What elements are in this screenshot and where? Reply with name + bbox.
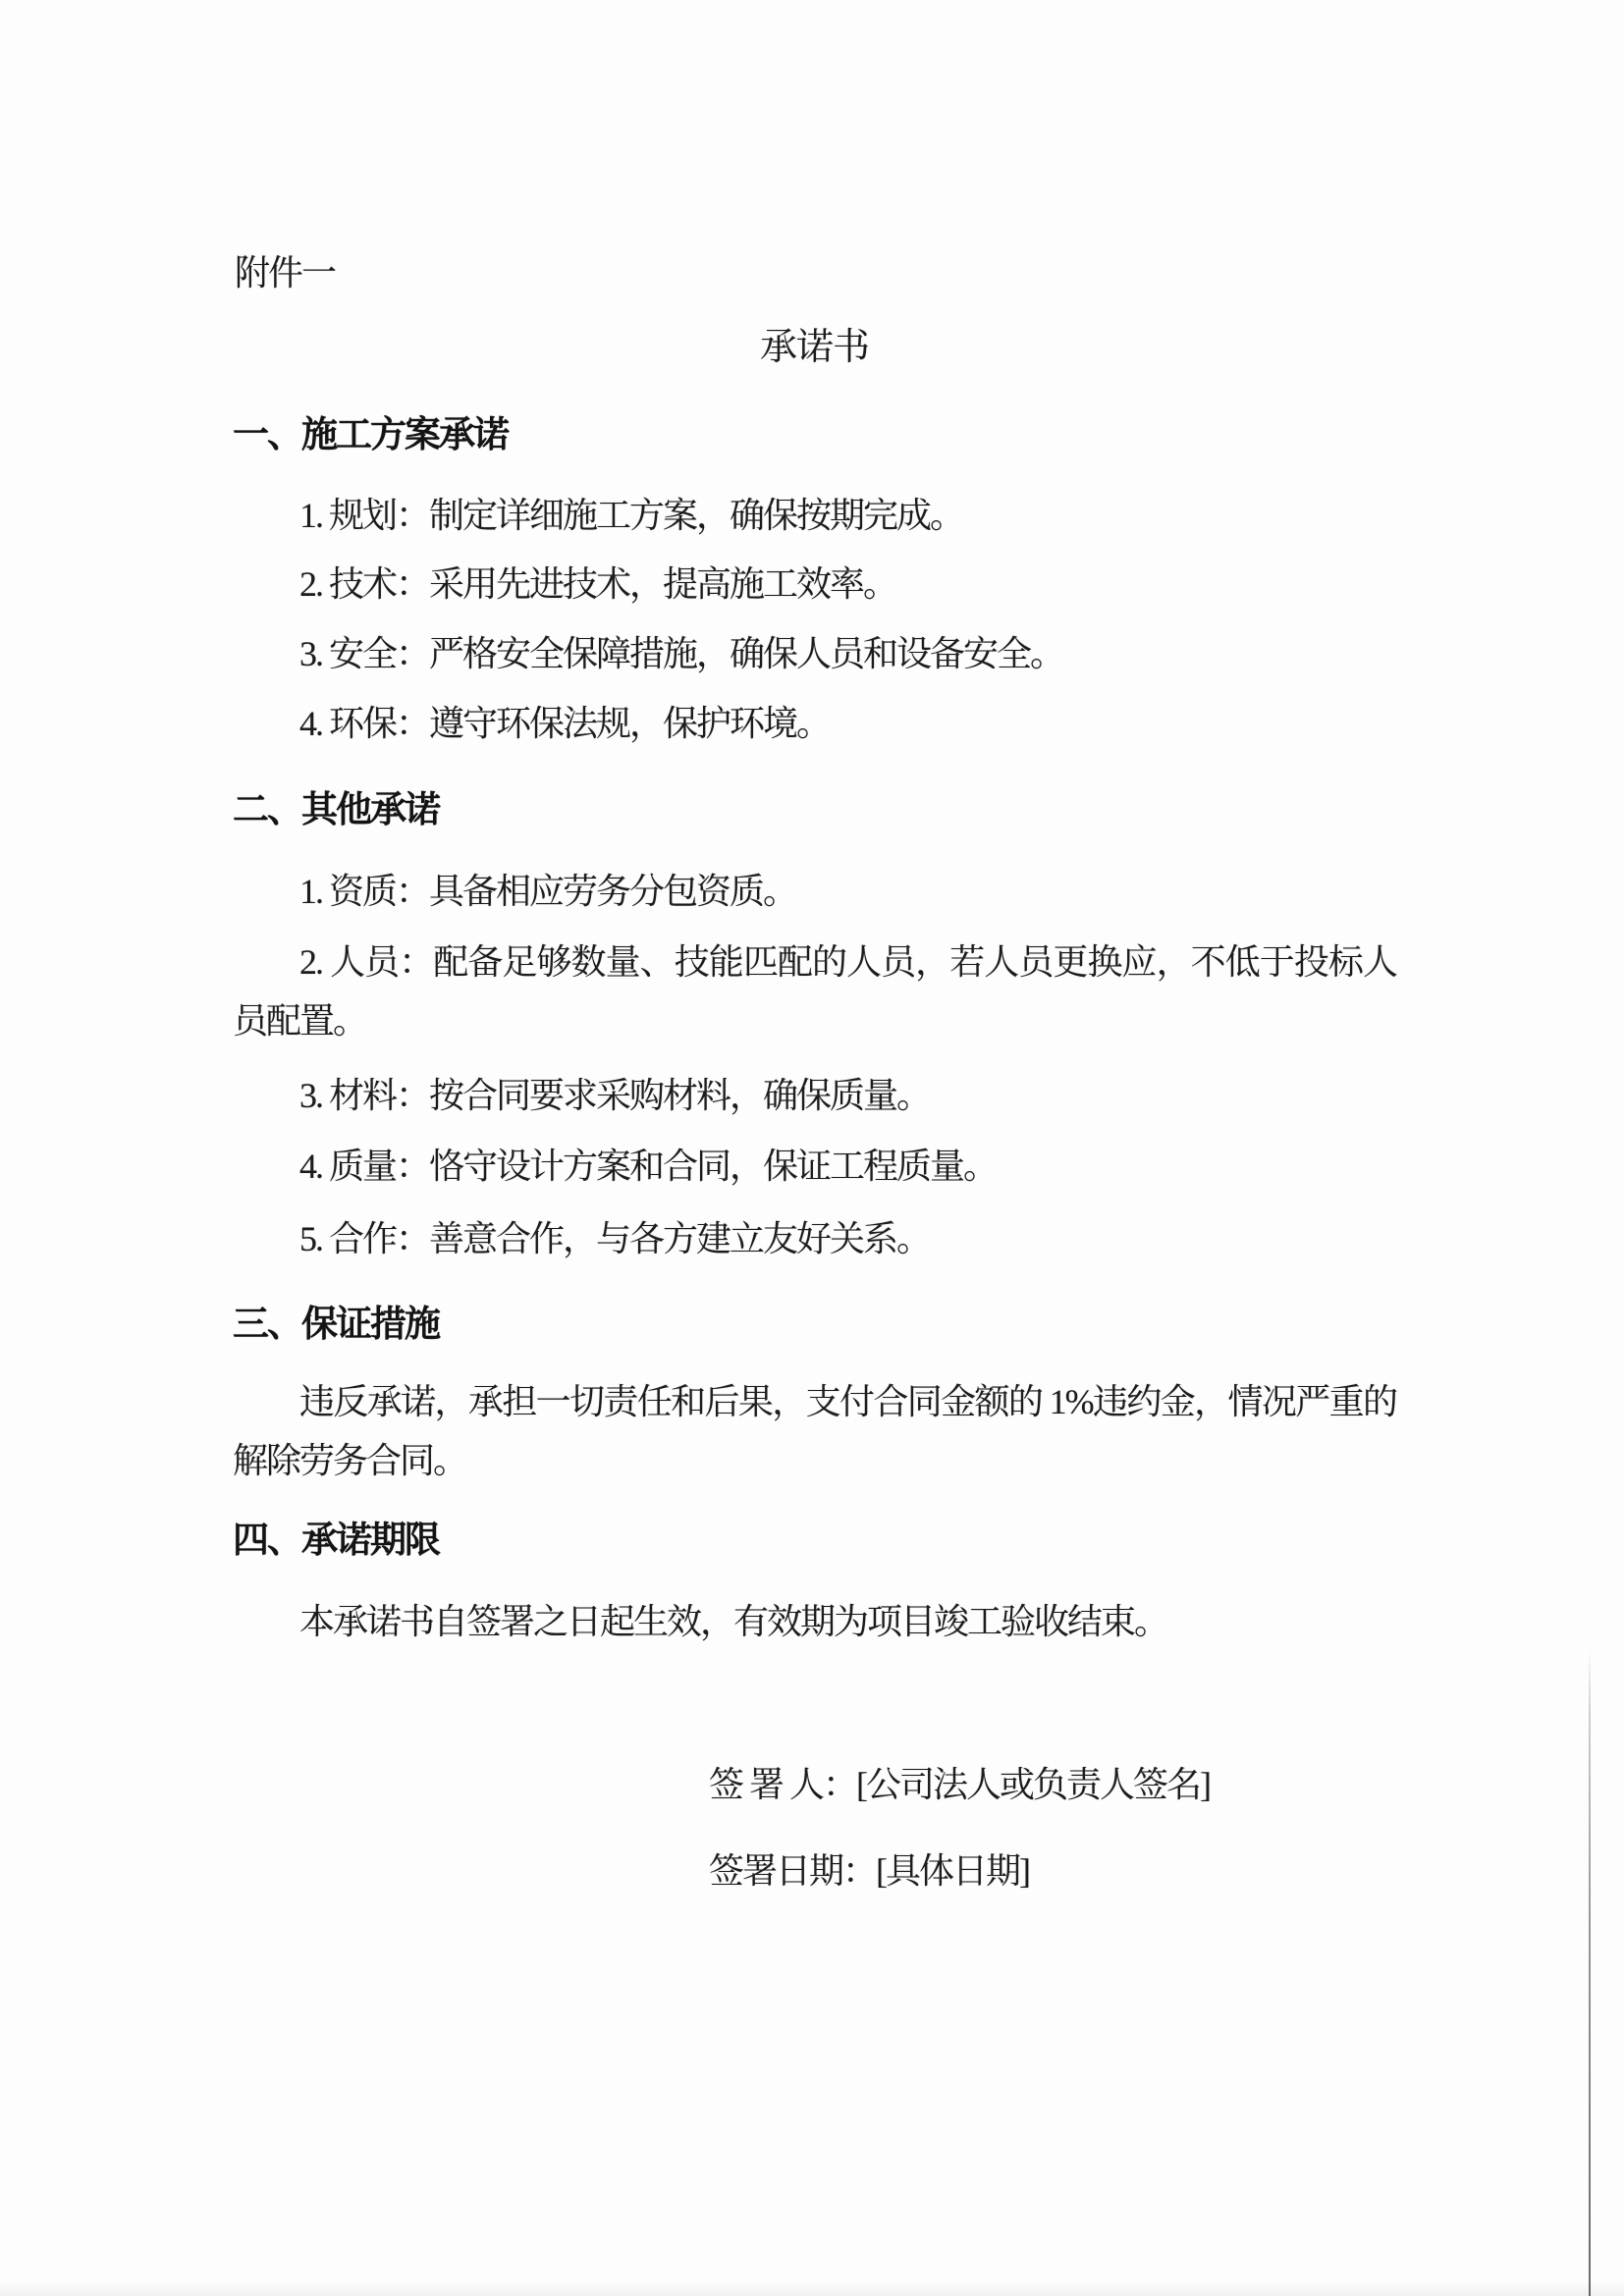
section-1-heading: 一、施工方案承诺 xyxy=(233,415,508,455)
section-2-item: 2. 人员：配备足够数量、技能匹配的人员，若人员更换应，不低于投标人员配置。 xyxy=(233,942,1396,1041)
section-2-item: 3. 材料：按合同要求采购材料，确保质量。 xyxy=(299,1076,931,1115)
section-1-item: 4. 环保：遵守环保法规，保护环境。 xyxy=(299,704,831,743)
section-4-heading: 四、承诺期限 xyxy=(233,1521,439,1561)
section-3-heading: 三、保证措施 xyxy=(233,1305,439,1345)
section-2-heading: 二、其他承诺 xyxy=(233,790,439,830)
section-1-item: 1. 规划：制定详细施工方案，确保按期完成。 xyxy=(299,496,964,535)
section-1-item: 2. 技术：采用先进技术，提高施工效率。 xyxy=(299,564,897,604)
signer-line: 签 署 人：[公司法人或负责人签名] xyxy=(709,1765,1210,1804)
section-1-item: 3. 安全：严格安全保障措施，确保人员和设备安全。 xyxy=(299,634,1064,673)
attachment-label: 附件一 xyxy=(235,253,336,293)
sign-date-line: 签署日期：[具体日期] xyxy=(709,1851,1029,1891)
section-3-paragraph: 违反承诺，承担一切责任和后果，支付合同金额的 1%违约金，情况严重的解除劳务合同。 xyxy=(233,1382,1396,1480)
scan-edge-artifact xyxy=(1589,1649,1591,2296)
section-4-paragraph: 本承诺书自签署之日起生效，有效期为项目竣工验收结束。 xyxy=(299,1602,1168,1641)
section-2-item: 4. 质量：恪守设计方案和合同，保证工程质量。 xyxy=(299,1147,998,1186)
document-title: 承诺书 xyxy=(759,327,869,368)
section-2-item: 5. 合作：善意合作，与各方建立友好关系。 xyxy=(299,1219,931,1258)
scan-bottom-shade xyxy=(0,2282,1624,2296)
section-2-item: 1. 资质：具备相应劳务分包资质。 xyxy=(299,872,797,911)
